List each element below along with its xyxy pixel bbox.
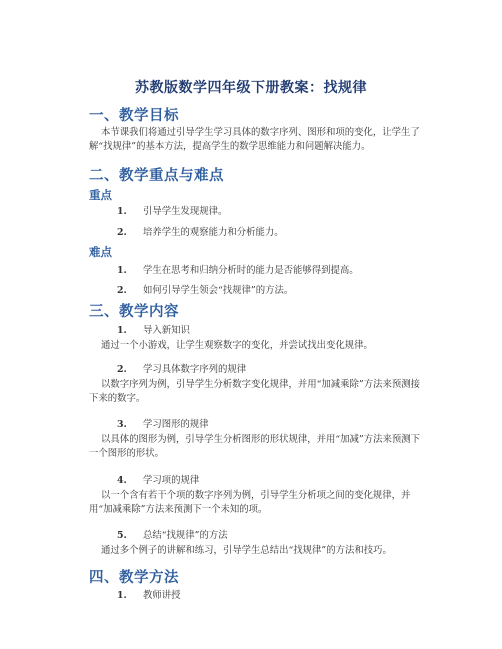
list-number: 1. [117,206,127,217]
list-number: 4. [117,475,127,486]
section-heading-method: 四、教学方法 [89,569,179,586]
content-paragraph: 通过一个小游戏，让学生观察数字的变化，并尝试找出变化规律。 [101,340,373,351]
content-paragraph: 以数字序列为例，引导学生分析数字变化规律，并用“加减乘除”方法来预测接下来的数字。 [89,379,420,404]
section-heading-focus: 二、教学重点与难点 [89,167,224,184]
content-paragraph: 以具体的图形为例，引导学生分析图形的形状规律，并用“加减”方法来预测下一个图形的形状。 [89,434,420,459]
list-text: 学习图形的规律 [143,419,209,430]
list-item [117,322,190,336]
content-paragraph: 通过多个例子的讲解和练习，引导学生总结出“找规律”的方法和技巧。 [101,545,392,556]
list-item [117,224,284,238]
content-paragraph: 以一个含有若干个项的数字序列为例，引导学生分析项之间的变化规律，并用“加减乘除”方法来预测下一个未知的项。 [89,490,411,515]
section-heading-content: 三、教学内容 [89,303,179,320]
section-heading-goal: 一、教学目标 [89,107,179,124]
list-number: 2. [117,227,127,238]
difficult-points-label: 难点 [89,245,112,259]
list-item [117,416,209,430]
list-item [117,262,359,276]
goal-paragraph: 本节课我们将通过引导学生学习具体的数字序列、图形和项的变化，让学生了解“找规律”的基本方法，提高学生的数学思维能力和问题解决能力。 [89,127,420,152]
list-item [117,472,199,486]
list-number: 1. [117,590,127,601]
list-item [117,527,228,541]
list-text: 学生在思考和归纳分析时的能力是否能够得到提高。 [143,265,359,276]
list-number: 1. [117,265,127,276]
list-text: 学习具体数字序列的规律 [143,364,247,375]
list-number: 1. [117,325,127,336]
list-number: 2. [117,285,127,296]
list-text: 如何引导学生领会“找规律”的方法。 [143,285,294,296]
list-number: 2. [117,364,127,375]
list-text: 培养学生的观察能力和分析能力。 [143,227,284,238]
key-points-label: 重点 [89,188,112,202]
list-text: 教师讲授 [143,590,181,601]
list-item [117,203,227,217]
list-item [117,361,246,375]
list-text: 总结“找规律”的方法 [143,530,228,541]
list-text: 导入新知识 [143,325,190,336]
list-text: 引导学生发现规律。 [143,206,228,217]
list-item [117,587,181,601]
page-title: 苏教版数学四年级下册教案：找规律 [135,80,367,96]
list-text: 学习项的规律 [143,475,200,486]
list-number: 5. [117,530,127,541]
list-item [117,282,293,296]
list-number: 3. [117,419,127,430]
